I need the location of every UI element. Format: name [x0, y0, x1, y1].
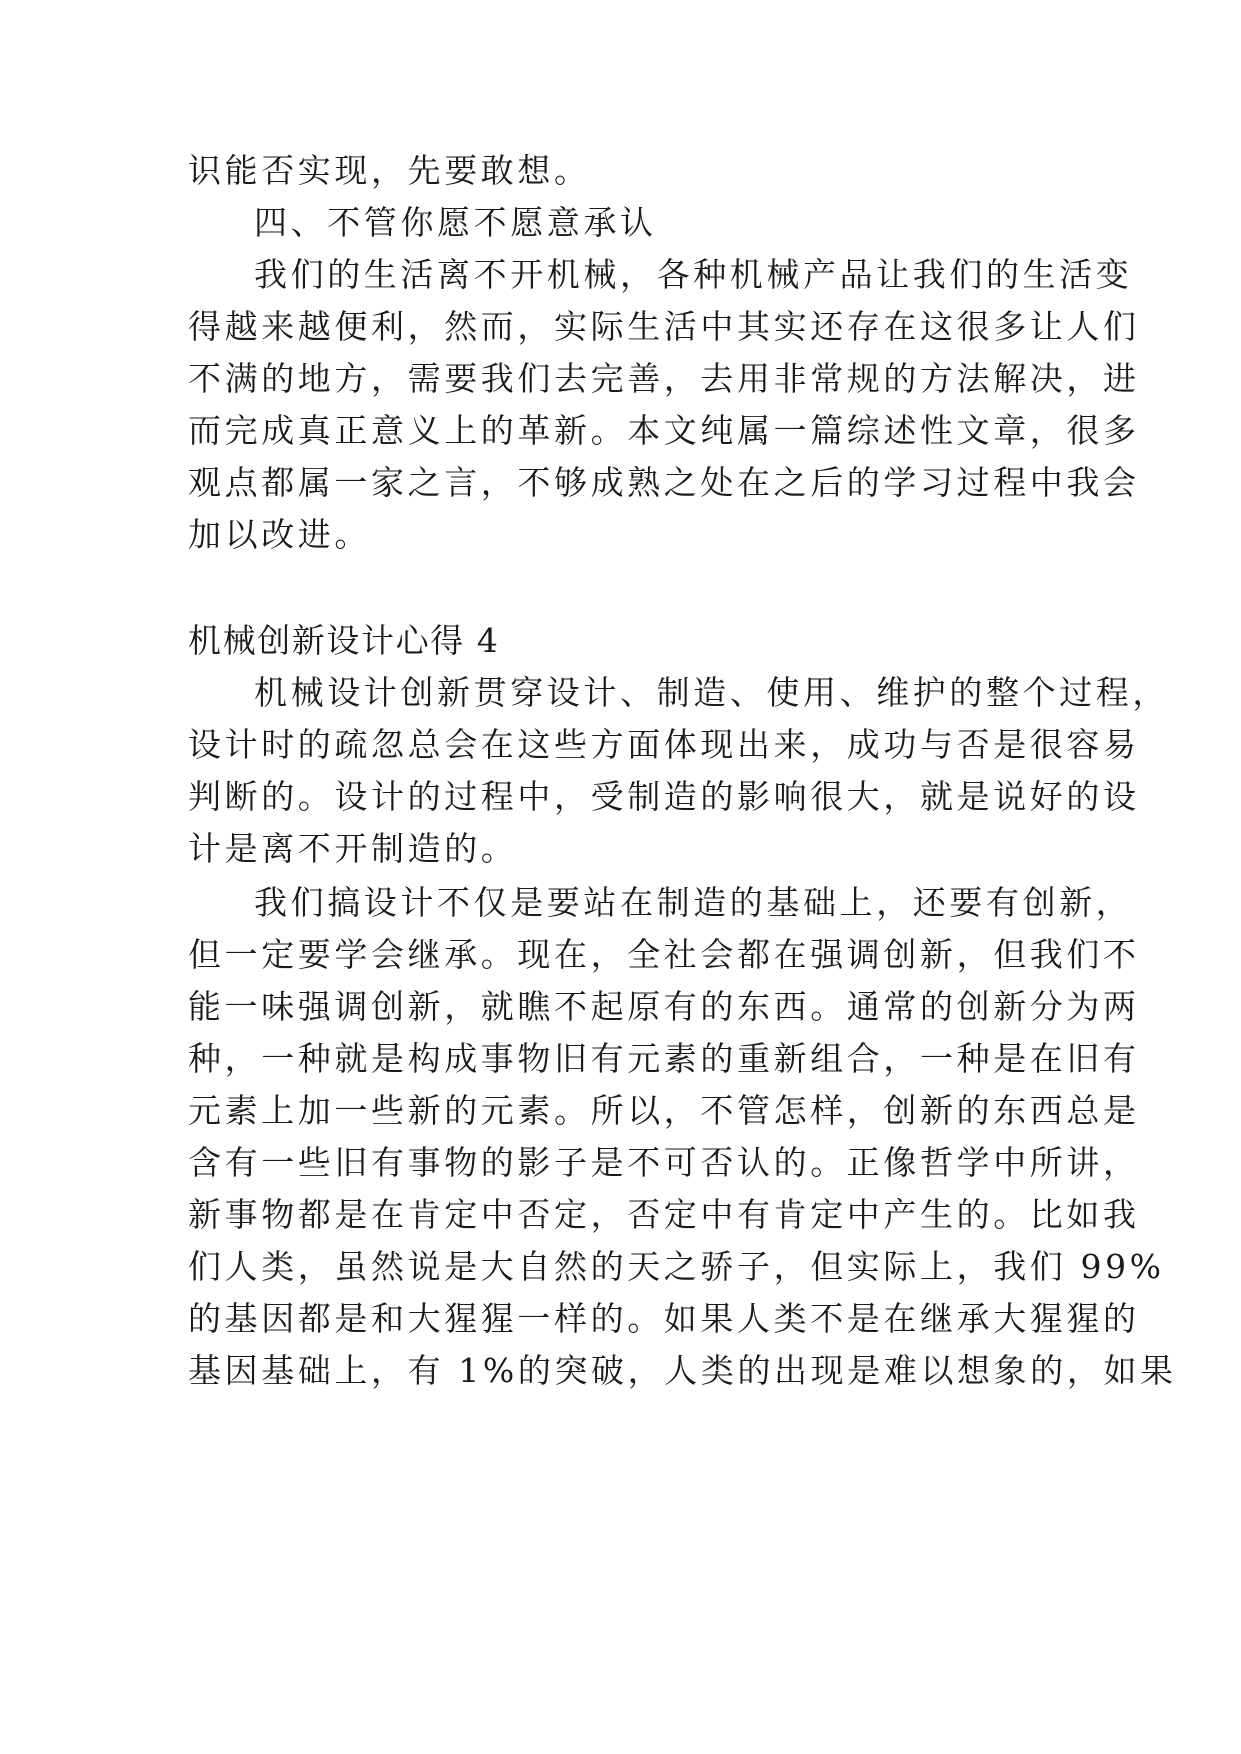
text-line: 不满的地方，需要我们去完善，去用非常规的方法解决，进 [188, 359, 1140, 398]
subheading-line: 四、不管你愿不愿意承认 [254, 203, 657, 242]
text-line: 元素上加一些新的元素。所以，不管怎样，创新的东西总是 [188, 1091, 1140, 1130]
text-line: 得越来越便利，然而，实际生活中其实还存在这很多让人们 [188, 307, 1140, 346]
text-line: 判断的。设计的过程中，受制造的影响很大，就是说好的设 [188, 777, 1140, 816]
text-line: 的基因都是和大猩猩一样的。如果人类不是在继承大猩猩的 [188, 1299, 1140, 1338]
text-line: 我们的生活离不开机械，各种机械产品让我们的生活变 [254, 255, 1133, 294]
text-line: 能一味强调创新，就瞧不起原有的东西。通常的创新分为两 [188, 987, 1140, 1026]
text-line: 种，一种就是构成事物旧有元素的重新组合，一种是在旧有 [188, 1039, 1140, 1078]
text-line: 计是离不开制造的。 [188, 829, 518, 868]
text-line: 加以改进。 [188, 515, 371, 554]
text-line: 我们搞设计不仅是要站在制造的基础上，还要有创新， [254, 883, 1133, 922]
text-line: 而完成真正意义上的革新。本文纯属一篇综述性文章，很多 [188, 411, 1140, 450]
text-line: 基因基础上，有 1%的突破，人类的出现是难以想象的，如果 [188, 1351, 1177, 1390]
text-line: 设计时的疏忽总会在这些方面体现出来，成功与否是很容易 [188, 725, 1140, 764]
text-line: 机械设计创新贯穿设计、制造、使用、维护的整个过程， [254, 673, 1169, 712]
text-line: 们人类，虽然说是大自然的天之骄子，但实际上，我们 99% [188, 1247, 1165, 1286]
text-line: 识能否实现，先要敢想。 [188, 151, 591, 190]
section-title: 机械创新设计心得 4 [188, 621, 500, 660]
text-line: 含有一些旧有事物的影子是不可否认的。正像哲学中所讲， [188, 1143, 1140, 1182]
text-line: 但一定要学会继承。现在，全社会都在强调创新，但我们不 [188, 935, 1140, 974]
text-line: 观点都属一家之言，不够成熟之处在之后的学习过程中我会 [188, 463, 1140, 502]
text-line: 新事物都是在肯定中否定，否定中有肯定中产生的。比如我 [188, 1195, 1140, 1234]
